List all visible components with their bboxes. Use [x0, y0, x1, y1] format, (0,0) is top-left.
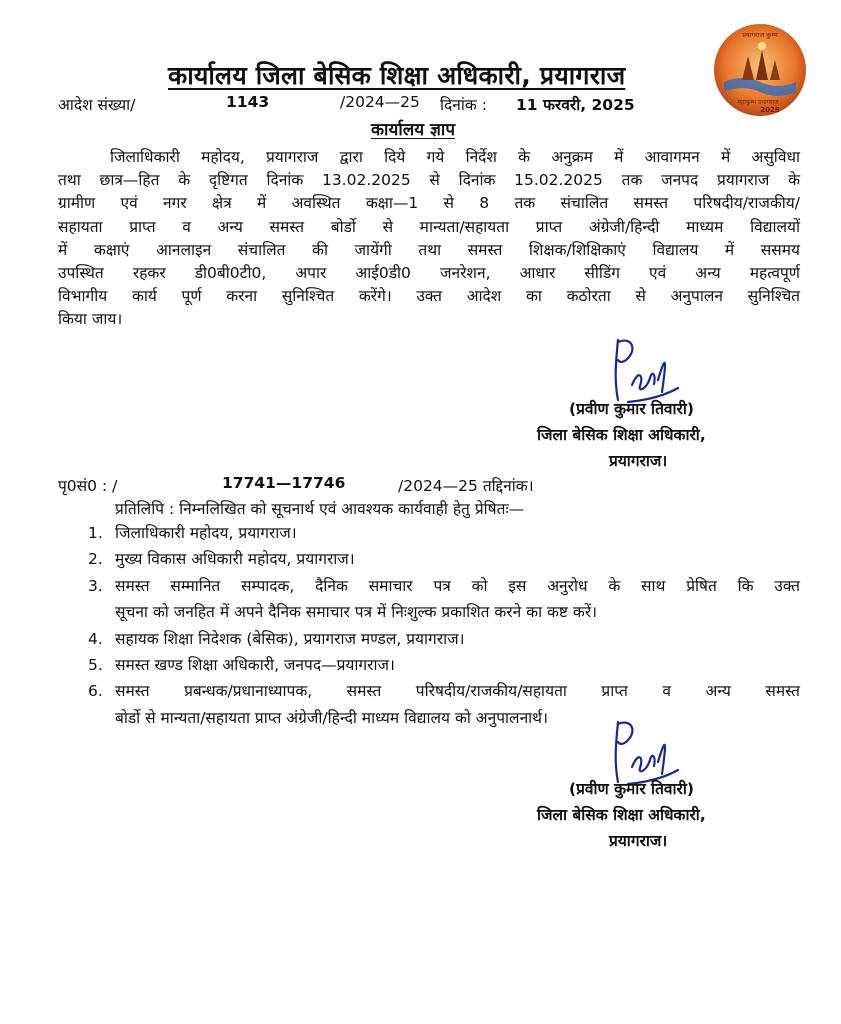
list-item-text: जिलाधिकारी महोदय, प्रयागराज।: [115, 524, 297, 542]
list-item-text: सूचना को जनहित में अपने दैनिक समाचार पत्र में निःशुल्क प्रकाशित करने का कष्ट करें।: [115, 603, 598, 622]
office-memo-heading: कार्यालय ज्ञाप: [371, 120, 455, 140]
body-line: ग्रामीण एवं नगर क्षेत्र में अवस्थित कक्षा—1 से 8 तक संचालित समस्त परिषदीय/राजकीय/: [58, 194, 800, 213]
body-line: उपस्थित रहकर डी0बी0टी0, अपार आई0डी0 जनरेशन, आधार सीडिंग एवं अन्य महत्वपूर्ण: [58, 264, 800, 283]
list-item: [88, 520, 800, 546]
list-item: [88, 573, 800, 626]
order-session: /2024—25: [340, 93, 420, 111]
list-item: [88, 546, 800, 572]
signatory-place: प्रयागराज।: [609, 832, 668, 850]
list-item-number: 4.: [88, 629, 103, 648]
list-item-number: 1.: [88, 524, 103, 542]
list-item-text: समस्त प्रबन्धक/प्रधानाध्यापक, समस्त परिषदीय/राजकीय/सहायता प्राप्त व अन्य समस्त: [115, 682, 800, 701]
memo-body: [58, 146, 800, 332]
list-item-number: 6.: [88, 682, 103, 701]
order-date: 11 फरवरी, 2025: [516, 96, 635, 114]
signatory-place: प्रयागराज।: [609, 452, 668, 470]
order-number: 1143: [226, 93, 270, 111]
signatory-name: (प्रवीण कुमार तिवारी): [569, 780, 694, 798]
copy-ref-numbers: 17741—17746: [222, 474, 346, 492]
order-date-label: दिनांक :: [440, 96, 487, 114]
logo-year: 2025: [760, 106, 780, 114]
list-item-text: मुख्य विकास अधिकारी महोदय, प्रयागराज।: [115, 550, 355, 569]
list-item: [88, 626, 800, 652]
recipient-list: [88, 520, 800, 731]
signatory-name: (प्रवीण कुमार तिवारी): [569, 400, 694, 418]
list-item-number: 5.: [88, 656, 103, 675]
body-line: तथा छात्र—हित के दृष्टिगत दिनांक 13.02.2025 से दिनांक 15.02.2025 तक जनपद प्रयागराज के: [58, 171, 800, 190]
logo-bottom-text: महाकुम्भ प्रयागराज: [737, 99, 779, 106]
copy-intro: प्रतिलिपि : निम्नलिखित को सूचनार्थ एवं आवश्यक कार्यवाही हेतु प्रेषितः—: [115, 500, 525, 518]
list-item-text: समस्त सम्मानित सम्पादक, दैनिक समाचार पत्र को इस अनुरोध के साथ प्रेषित कि उक्त: [115, 576, 800, 595]
list-item-number: 2.: [88, 550, 103, 569]
list-item: [88, 678, 800, 731]
list-item-text: बोर्डो से मान्यता/सहायता प्राप्त अंग्रेजी/हिन्दी माध्यम विद्यालय को अनुपालनार्थ।: [115, 708, 548, 727]
mahakumbh-logo: [712, 22, 808, 118]
list-item-text: समस्त खण्ड शिक्षा अधिकारी, जनपद—प्रयागराज।: [115, 656, 395, 675]
body-line: विभागीय कार्य पूर्ण करना सुनिश्चित करेंगे। उक्त आदेश का कठोरता से अनुपालन सुनिश्चित: [58, 287, 800, 306]
list-item: [88, 652, 800, 678]
body-line: जिलाधिकारी महोदय, प्रयागराज द्वारा दिये गये निर्देश के अनुक्रम में आवागमन में असुविधा: [110, 148, 800, 166]
copy-ref-label: पृ0सं0 : /: [58, 477, 118, 495]
logo-top-text: प्रयागराज कुम्भ: [742, 31, 778, 39]
order-number-label: आदेश संख्या/: [58, 96, 136, 114]
body-line: किया जाय।: [58, 310, 123, 329]
list-item-text: सहायक शिक्षा निदेशक (बेसिक), प्रयागराज मण्डल, प्रयागराज।: [115, 629, 465, 648]
copy-ref-session: /2024—25 तद्दिनांक।: [398, 477, 534, 495]
page-title: कार्यालय जिला बेसिक शिक्षा अधिकारी, प्रयागराज: [168, 61, 626, 90]
signatory-designation: जिला बेसिक शिक्षा अधिकारी,: [537, 426, 706, 444]
body-line: सहायता प्राप्त व अन्य समस्त बोर्डो से मान्यता/सहायता प्राप्त अंग्रेजी/हिन्दी माध्यम विद्यालयों: [58, 217, 800, 236]
signatory-designation: जिला बेसिक शिक्षा अधिकारी,: [537, 806, 706, 824]
list-item-number: 3.: [88, 576, 103, 595]
body-line: में कक्षाएं आनलाइन संचालित की जायेंगी तथा समस्त शिक्षक/शिक्षिकाएं विद्यालय में ससमय: [58, 240, 800, 259]
